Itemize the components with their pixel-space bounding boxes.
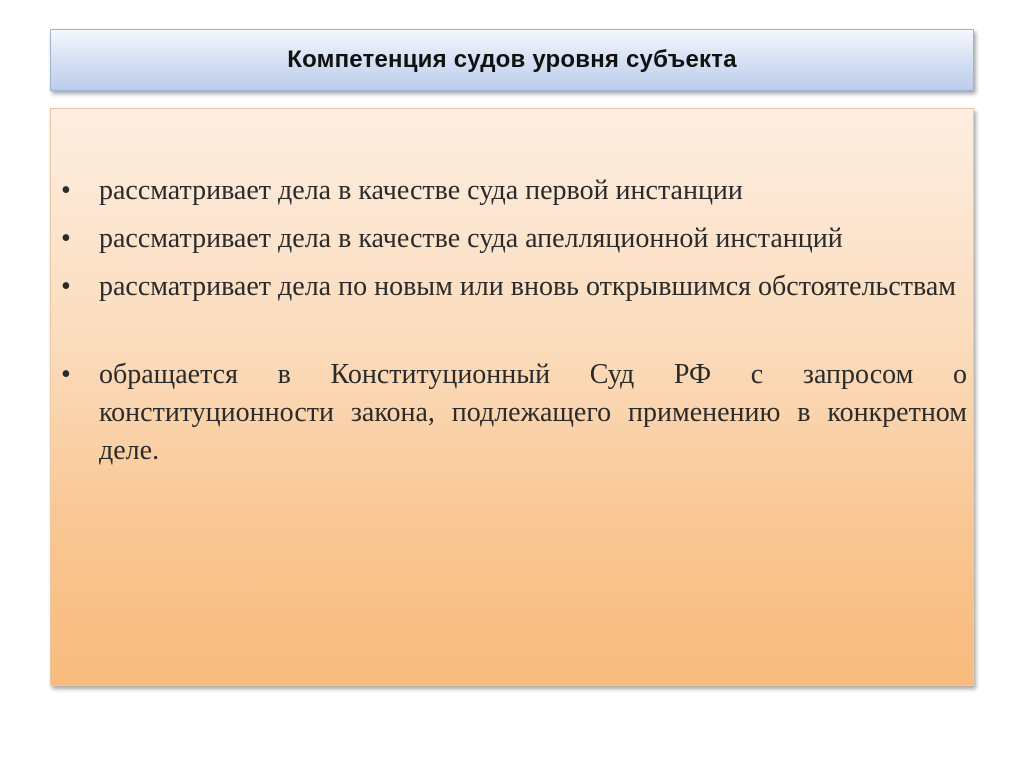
list-item: [61, 220, 967, 258]
list-item: [61, 172, 967, 210]
bullet-marker: •: [61, 359, 71, 390]
bullet-marker: •: [61, 175, 71, 206]
bullet-list: [61, 172, 967, 470]
list-item: [61, 268, 967, 306]
bullet-marker: •: [61, 223, 71, 254]
bullet-marker: •: [61, 271, 71, 302]
title-box: [50, 29, 974, 91]
bullet-text: рассматривает дела по новым или вновь открывшимся обстоятельствам: [99, 271, 956, 302]
list-item: [61, 356, 967, 470]
bullet-text: рассматривает дела в качестве суда первой инстанции: [99, 175, 743, 206]
bullet-text: обращается в Конституционный Суд РФ с запросом о конституционности закона, подлежащего применению в конкретном деле.: [99, 359, 967, 466]
content-box: [50, 108, 974, 686]
bullet-text: рассматривает дела в качестве суда апелляционной инстанций: [99, 223, 843, 254]
slide-title: Компетенция судов уровня субъекта: [287, 46, 737, 73]
